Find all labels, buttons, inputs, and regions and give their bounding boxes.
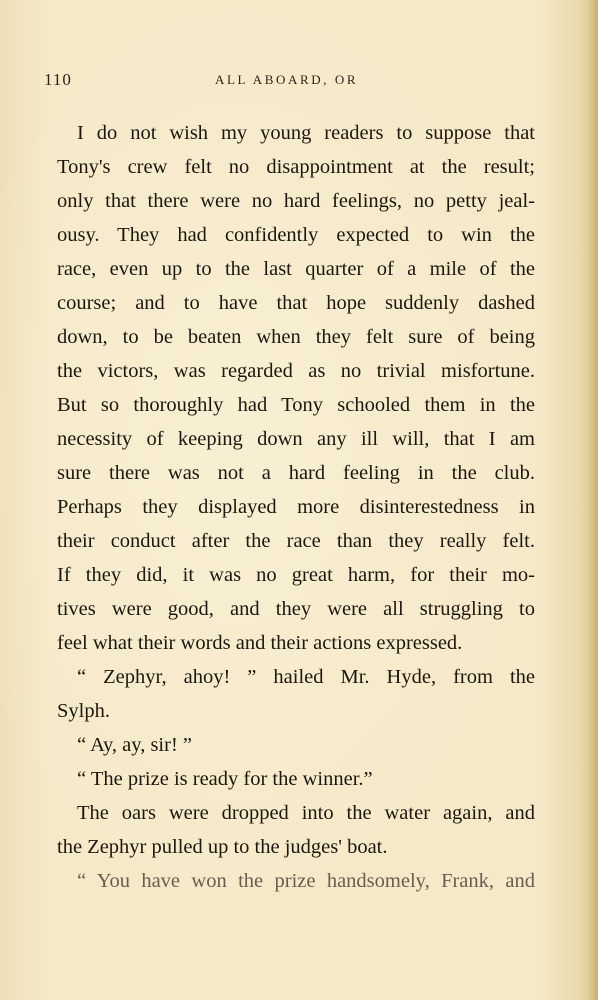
text-line: “ Ay, ay, sir! ” (77, 734, 193, 756)
text-line: “ Zephyr, ahoy! ” hailed Mr. Hyde, from the (77, 666, 535, 688)
page-header (0, 70, 598, 94)
text-line: course; and to have that hope suddenly dashed (57, 292, 535, 314)
text-line: “ You have won the prize handsomely, Frank, and (77, 870, 535, 892)
text-line: their conduct after the race than they really felt. (57, 530, 535, 552)
text-line: the victors, was regarded as no trivial misfortune. (57, 360, 535, 382)
running-head: ALL ABOARD, OR (215, 72, 359, 87)
page-edge-shadow (588, 0, 598, 1000)
text-line: necessity of keeping down any ill will, that I am (57, 428, 535, 450)
text-line: Tony's crew felt no disappointment at the result; (57, 156, 535, 178)
text-line: “ The prize is ready for the winner.” (77, 768, 373, 790)
text-line: If they did, it was no great harm, for their mo- (57, 564, 535, 586)
text-line: ousy. They had confidently expected to win the (57, 224, 535, 246)
text-line: only that there were no hard feelings, no petty jeal- (57, 190, 535, 212)
page-number: 110 (44, 70, 72, 89)
text-line: Perhaps they displayed more disinterestedness in (57, 496, 535, 518)
text-line: down, to be beaten when they felt sure of being (57, 326, 535, 348)
text-line: feel what their words and their actions expressed. (57, 632, 463, 654)
body-text (57, 116, 535, 898)
text-line: tives were good, and they were all struggling to (57, 598, 535, 620)
text-line: I do not wish my young readers to suppose that (77, 122, 535, 144)
text-line: But so thoroughly had Tony schooled them in the (57, 394, 535, 416)
text-line: The oars were dropped into the water again, and (77, 802, 535, 824)
text-line: race, even up to the last quarter of a mile of the (57, 258, 535, 280)
text-line: Sylph. (57, 700, 110, 722)
text-line: the Zephyr pulled up to the judges' boat. (57, 836, 388, 858)
text-line: sure there was not a hard feeling in the club. (57, 462, 535, 484)
